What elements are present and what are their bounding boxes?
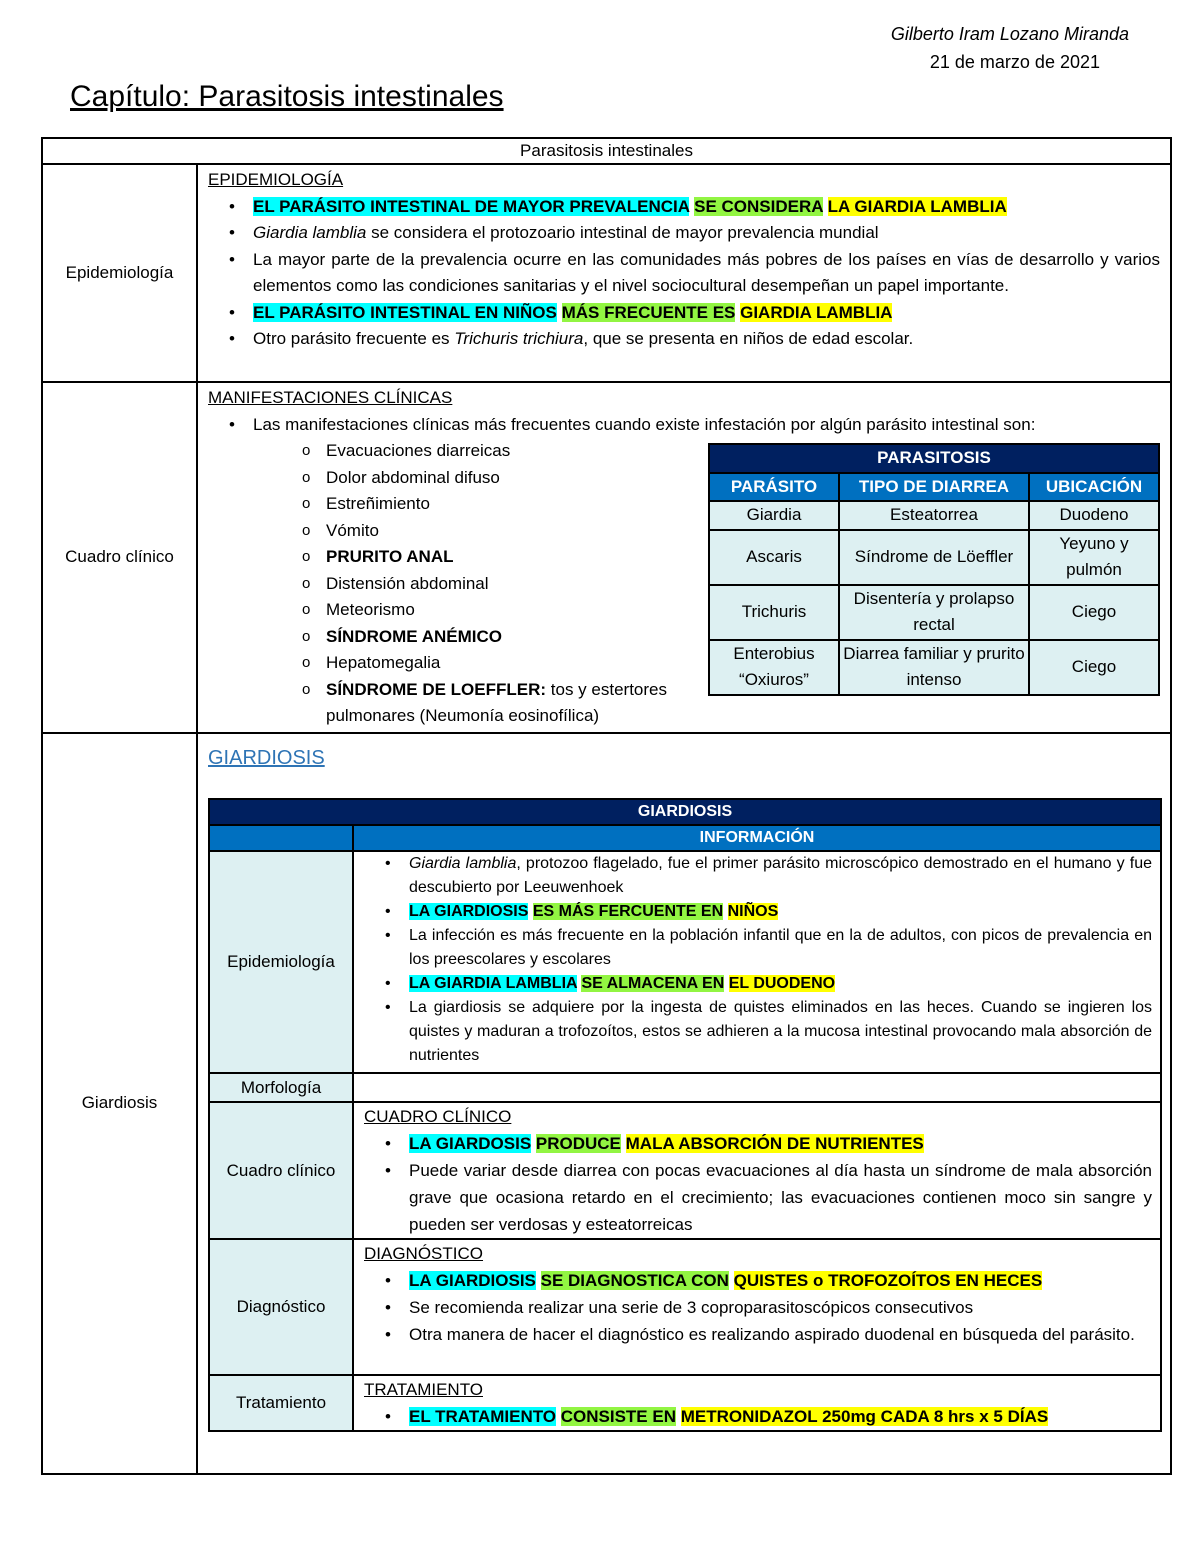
list-item [253,300,1160,327]
highlight: SE CONSIDERA [694,196,823,216]
highlight: LA GIARDOSIS [409,1133,532,1153]
giardiosis-heading: GIARDIOSIS [208,746,325,769]
symptom-item: o SÍNDROME ANÉMICO [326,624,706,651]
section-heading-manifestaciones: MANIFESTACIONES CLÍNICAS [208,388,453,407]
document-date: 21 de marzo de 2021 [929,52,1100,72]
highlight: EL PARÁSITO INTESTINAL EN NIÑOS [253,302,557,322]
section-heading-epidemiologia: EPIDEMIOLOGÍA [208,170,344,189]
giardiosis-content [197,733,1171,1475]
column-header: INFORMACIÓN [353,825,1161,851]
list-item [409,1267,1152,1294]
list-item [409,1403,1152,1430]
highlight: PRODUCE [535,1133,621,1153]
highlight: LA GIARDIOSIS [409,1270,536,1290]
cuadro-clinico-content [197,382,1171,733]
table-cell: Yeyuno y pulmón [1029,530,1159,585]
table-cell: Diarrea familiar y prurito intenso [839,640,1029,695]
table-cell: Ciego [1029,640,1159,695]
row-label-cuadro-clinico: Cuadro clínico [42,382,197,733]
giard-cuadro-content [353,1102,1161,1239]
text: se considera el protozoario intestinal de mayor prevalencia mundial [366,223,879,242]
main-table [41,137,1172,1475]
section-heading-tratamiento: TRATAMIENTO [364,1379,483,1399]
giard-epi-list [364,852,1152,1068]
table-cell: Ciego [1029,585,1159,640]
symptom-item: o Vómito [326,518,706,545]
italic-term: Trichuris trichiura [454,329,584,348]
table-cell: Trichuris [709,585,839,640]
symptom-item: o Estreñimiento [326,491,706,518]
giard-label-cuadro-clinico: Cuadro clínico [209,1102,353,1239]
highlight: GIARDIA LAMBLIA [740,302,893,322]
giard-tratamiento-content [353,1375,1161,1431]
list-item: • Puede variar desde diarrea con pocas evacuaciones al día hasta un síndrome de mala absorción grave que ocasiona retardo en el crecimiento; las evacuaciones contienen moco sin sangre y pueden ser verdosas y esteatorreicas [409,1157,1152,1238]
parasitosis-title: PARASITOSIS [709,444,1159,473]
symptom-item: o Evacuaciones diarreicas [326,438,706,465]
symptom-item: o Distensión abdominal [326,571,706,598]
symptom-item [326,677,706,730]
column-header [209,825,353,851]
epidemiologia-content [197,164,1171,382]
list-item [409,972,1152,996]
highlight: METRONIDAZOL 250mg CADA 8 hrs x 5 DÍAS [680,1406,1049,1426]
highlight: SE ALMACENA EN [581,974,725,992]
table-cell: Esteatorrea [839,501,1029,530]
highlight: LA GIARDIA LAMBLIA [827,196,1007,216]
list-item: • Otra manera de hacer el diagnóstico es realizando aspirado duodenal en búsqueda del parásito. [409,1321,1152,1348]
giard-cuadro-list [364,1130,1152,1238]
list-item [409,852,1152,900]
text: , protozoo flagelado, fue el primer parásito microscópico demostrado en el humano y fue descubierto por Leeuwenhoek [409,854,1153,896]
row-label-epidemiologia: Epidemiología [42,164,197,382]
list-item [409,1130,1152,1157]
giard-trat-list [364,1403,1152,1430]
giard-label-diagnostico: Diagnóstico [209,1239,353,1375]
column-header: TIPO DE DIARREA [839,473,1029,502]
symptom-item: o PRURITO ANAL [326,544,706,571]
chapter-title: Capítulo: Parasitosis intestinales [70,80,504,113]
section-heading-cuadro: CUADRO CLÍNICO [364,1106,512,1126]
symptom-item: o Hepatomegalia [326,650,706,677]
italic-term: Giardia lamblia [253,223,367,242]
highlight: MALA ABSORCIÓN DE NUTRIENTES [625,1133,924,1153]
epidemiologia-list [208,194,1160,353]
column-header: UBICACIÓN [1029,473,1159,502]
text: Otro parásito frecuente es [253,329,455,348]
list-item: • Se recomienda realizar una serie de 3 coproparasitoscópicos consecutivos [409,1294,1152,1321]
list-item [253,220,1160,247]
list-item [253,326,1160,353]
row-label-giardiosis: Giardiosis [42,733,197,1475]
table-cell: Enterobius “Oxiuros” [709,640,839,695]
manifestaciones-list [208,412,1160,439]
giard-label-epidemiologia: Epidemiología [209,851,353,1073]
giardiosis-table [208,798,1162,1432]
highlight: MÁS FRECUENTE ES [561,302,736,322]
giard-label-morfologia: Morfología [209,1073,353,1102]
list-item [409,900,1152,924]
symptom-item: o Meteorismo [326,597,706,624]
table-title: Parasitosis intestinales [42,138,1171,164]
highlight: LA GIARDIOSIS [409,902,529,920]
author-name: Gilberto Iram Lozano Miranda [890,24,1129,44]
highlight: EL TRATAMIENTO [409,1406,557,1426]
text: tos y estertores pulmonares (Neumonía eosinofílica) [326,679,667,725]
table-cell: Ascaris [709,530,839,585]
list-item: • La mayor parte de la prevalencia ocurre en las comunidades más pobres de los países en vías de desarrollo y varios elementos como las condiciones sanitarias y el nivel sociocultural desempeñan un papel importante. [253,247,1160,300]
highlight: CONSISTE EN [560,1406,676,1426]
list-item: • La infección es más frecuente en la población infantil que en la de adultos, con picos de prevalencia en los preescolares y escolares [409,924,1152,972]
table-cell: Disentería y prolapso rectal [839,585,1029,640]
giardiosis-table-title: GIARDIOSIS [209,799,1161,825]
giard-label-tratamiento: Tratamiento [209,1375,353,1431]
table-cell: Giardia [709,501,839,530]
symptom-item: o Dolor abdominal difuso [326,465,706,492]
highlight: EL DUODENO [728,974,836,992]
section-heading-diagnostico: DIAGNÓSTICO [364,1243,484,1263]
giard-diag-list [364,1267,1152,1348]
table-cell: Síndrome de Löeffler [839,530,1029,585]
giard-morfologia-content [353,1073,1161,1102]
list-item: • Las manifestaciones clínicas más frecuentes cuando existe infestación por algún parásito intestinal son: [253,412,1160,439]
highlight: SE DIAGNOSTICA CON [540,1270,729,1290]
giard-diagnostico-content [353,1239,1161,1375]
list-item [253,194,1160,221]
highlight: QUISTES o TROFOZOÍTOS EN HECES [733,1270,1043,1290]
italic-term: Giardia lamblia [409,854,517,872]
highlight: ES MÁS FERCUENTE EN [532,902,724,920]
column-header: PARÁSITO [709,473,839,502]
parasitosis-table [708,443,1160,696]
highlight: LA GIARDIA LAMBLIA [409,974,577,992]
highlight: EL PARÁSITO INTESTINAL DE MAYOR PREVALENCIA [253,196,690,216]
text: , que se presenta en niños de edad escolar. [583,329,914,348]
highlight: NIÑOS [727,902,779,920]
symptoms-list [276,438,706,730]
giard-epidemiologia-content [353,851,1161,1073]
table-cell: Duodeno [1029,501,1159,530]
bold-term: SÍNDROME DE LOEFFLER: [326,679,547,699]
list-item: • La giardiosis se adquiere por la ingesta de quistes eliminados en las heces. Cuando se ingieren los quistes y maduran a trofozoítos, estos se adhieren a la mucosa intestinal provocando mala absorción de nutrientes [409,996,1152,1068]
